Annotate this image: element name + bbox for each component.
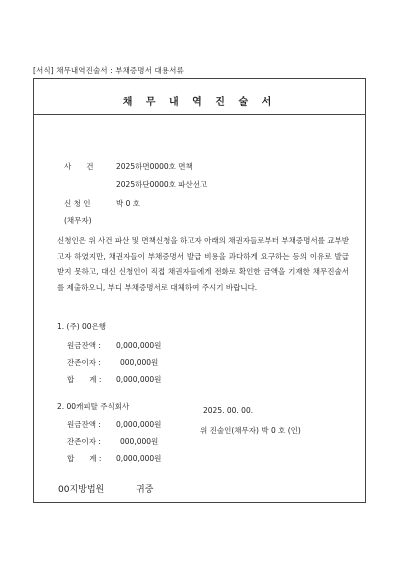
body-paragraph: 신청인은 위 사건 파산 및 면책신청을 하고자 아래의 채권자들로부터 부채증명서를 교부받고자 하였지만, 채권자들이 부채증명서 발급 비용을 과다하게 요구하는 등의 이유로 발급받지 못하고, 대신 신청인이 직접 채권자들에게 전화로 확인한 금액을 기재한 채무진술서를 제출하오니, 부디 부채증명서로 대체하여 주시기 바랍니다. xyxy=(57,236,349,292)
creditor-2-total-value: 0,000,000원 xyxy=(116,454,162,463)
document-date: 2025. 00. 00. xyxy=(203,406,254,415)
document-frame xyxy=(33,78,366,503)
case-label: 사 건 xyxy=(64,162,94,171)
case-line-1: 2025하면0000호 면책 xyxy=(116,162,193,171)
document-caption: [서식] 채무내역진술서 : 부채증명서 대용서류 xyxy=(33,66,184,75)
applicant-name: 박 0 호 xyxy=(116,199,141,208)
court-name: 00지방법원 xyxy=(58,485,105,495)
creditor-2-principal-label: 원금잔액 : xyxy=(67,420,101,429)
court-suffix: 귀중 xyxy=(136,485,154,495)
applicant-label: 신 청 인 xyxy=(64,199,91,208)
creditor-1-total-value: 0,000,000원 xyxy=(116,375,162,384)
creditor-2-interest-label: 잔존이자 : xyxy=(67,437,101,446)
creditor-2-principal-value: 0,000,000원 xyxy=(116,420,162,429)
creditor-2-interest-value: 000,000원 xyxy=(120,437,159,446)
creditor-1-principal-value: 0,000,000원 xyxy=(116,341,162,350)
applicant-role: (채무자) xyxy=(64,216,92,225)
creditor-2-total-label: 합 계 : xyxy=(67,454,102,463)
signature-line: 위 진술인(채무자) 박 0 호 (인) xyxy=(200,426,301,435)
creditor-1-interest-label: 잔존이자 : xyxy=(67,358,101,367)
creditor-1-total-label: 합 계 : xyxy=(67,375,102,384)
title-divider xyxy=(34,114,365,115)
creditor-1-interest-value: 000,000원 xyxy=(120,358,159,367)
creditor-2-name: 2. 00캐피탈 주식회사 xyxy=(57,402,130,411)
document-title: 채 무 내 역 진 술 서 xyxy=(122,97,277,108)
creditor-1-principal-label: 원금잔액 : xyxy=(67,341,101,350)
case-line-2: 2025하단0000호 파산선고 xyxy=(116,180,208,189)
creditor-1-name: 1. (주) 00은행 xyxy=(57,322,107,331)
